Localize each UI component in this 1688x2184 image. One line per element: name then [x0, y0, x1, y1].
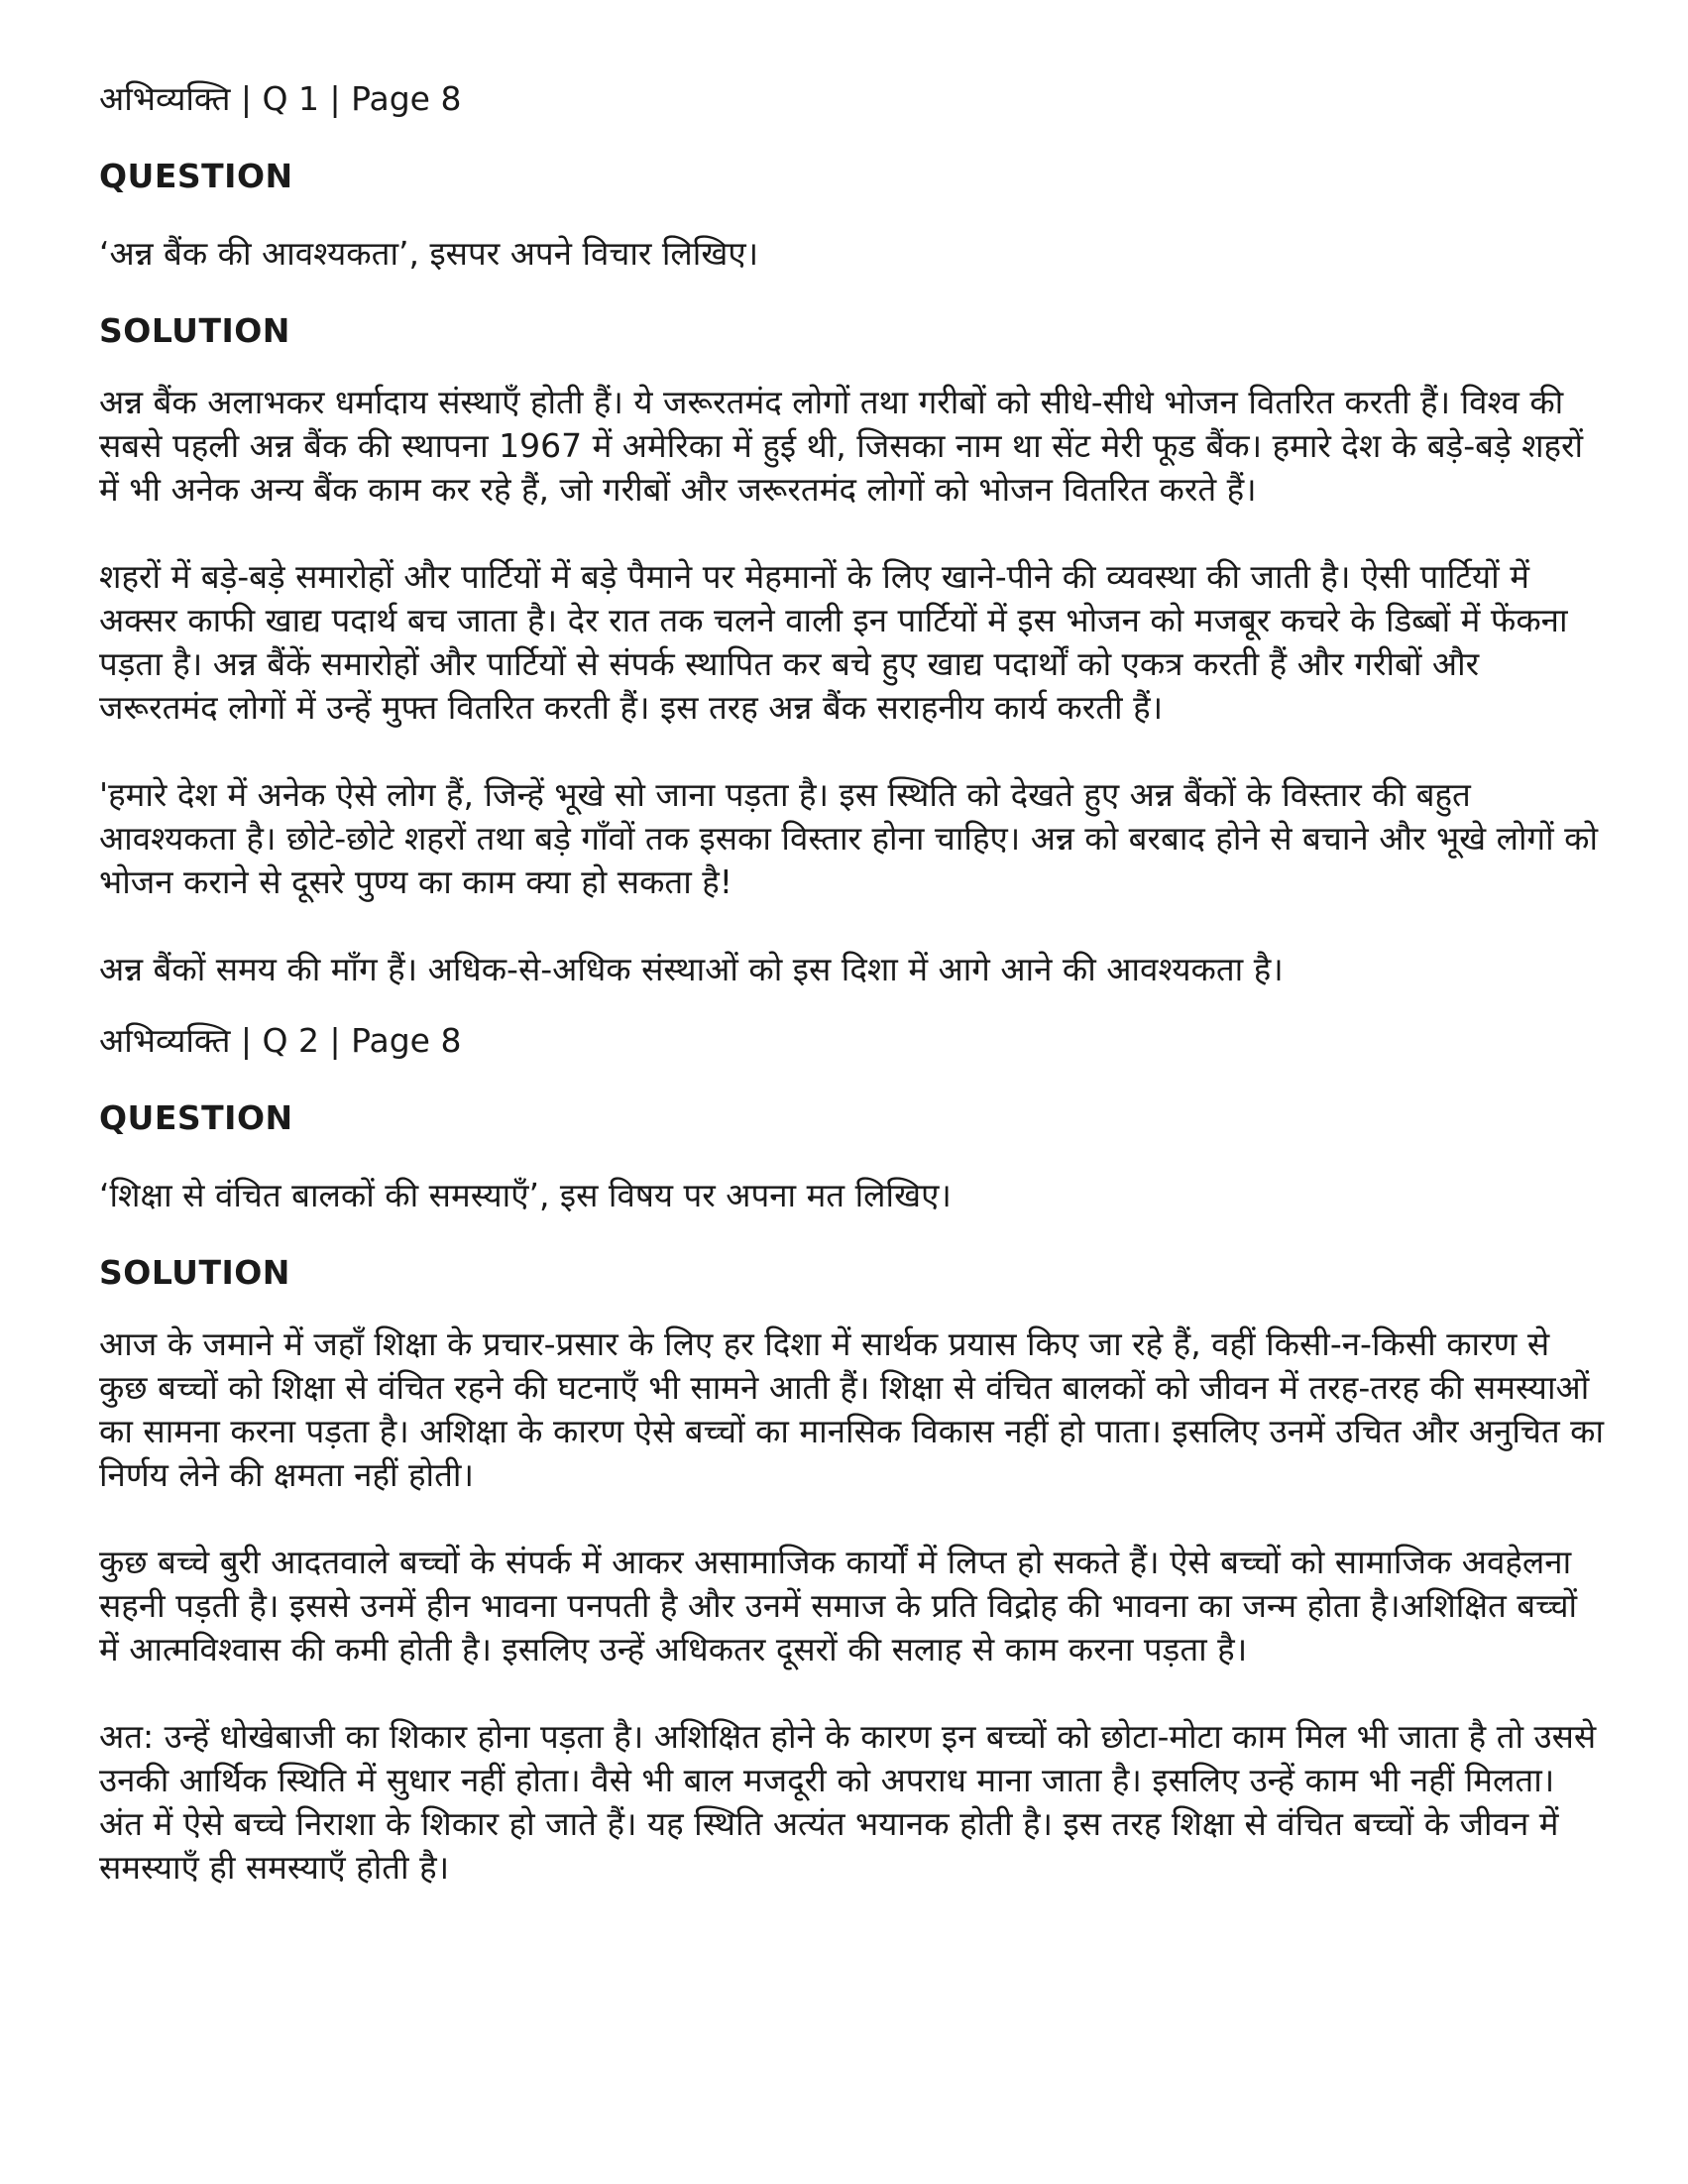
solution-paragraph: शहरों में बड़े-बड़े समारोहों और पार्टियों में बड़े पैमाने पर मेहमानों के लिए खाने-पीने की व्यवस्था की जाती है। ऐसी पार्टियों में अक्सर काफी खाद्य पदार्थ बच जाता है। देर रात तक चलने वाली इन पार्टियों में इस भोजन को मजबूर कचरे के डिब्बों में फेंकना पड़ता है। अन्न बैंकें समारोहों और पार्टियों से संपर्क स्थापित कर बचे हुए खाद्य पदार्थों को एकत्र करती हैं और गरीबों और जरूरतमंद लोगों में उन्हें मुफ्त वितरित करती हैं। इस तरह अन्न बैंक सराहनीय कार्य करती हैं।: [99, 557, 1568, 727]
question-reference: अभिव्यक्ति | Q 2 | Page 8: [99, 1021, 462, 1060]
question-text: ‘अन्न बैंक की आवश्यकता’, इसपर अपने विचार लिखिए।: [99, 234, 759, 273]
question-block-1: [99, 71, 1606, 991]
solution-paragraph: कुछ बच्चे बुरी आदतवाले बच्चों के संपर्क में आकर असामाजिक कार्यों में लिप्त हो सकते हैं। ऐसे बच्चों को सामाजिक अवहेलना सहनी पड़ती है। इससे उनमें हीन भावना पनपती है और उनमें समाज के प्रति विद्रोह की भावना का जन्म होता है।अशिक्षित बच्चों में आत्मविश्वास की कमी होती है। इसलिए उन्हें अधिकतर दूसरों की सलाह से काम करना पड़ता है।: [99, 1543, 1578, 1668]
solution-heading: SOLUTION: [99, 311, 290, 350]
solution-paragraph: अन्न बैंक अलाभकर धर्मादाय संस्थाएँ होती हैं। ये जरूरतमंद लोगों तथा गरीबों को सीधे-सीधे भोजन वितरित करती हैं। विश्व की सबसे पहली अन्न बैंक की स्थापना 1967 में अमेरिका में हुई थी, जिसका नाम था सेंट मेरी फूड बैंक। हमारे देश के बड़े-बड़े शहरों में भी अनेक अन्य बैंक काम कर रहे हैं, जो गरीबों और जरूरतमंद लोगों को भोजन वितरित करते हैं।: [99, 383, 1584, 509]
question-heading: QUESTION: [99, 157, 293, 195]
solution-paragraph: अन्न बैंकों समय की माँग हैं। अधिक-से-अधिक संस्थाओं को इस दिशा में आगे आने की आवश्यकता है।: [99, 950, 1284, 988]
solution-paragraph: आज के जमाने में जहाँ शिक्षा के प्रचार-प्रसार के लिए हर दिशा में सार्थक प्रयास किए जा रहे हैं, वहीं किसी-न-किसी कारण से कुछ बच्चों को शिक्षा से वंचित रहने की घटनाएँ भी सामने आती हैं। शिक्षा से वंचित बालकों को जीवन में तरह-तरह की समस्याओं का सामना करना पड़ता है। अशिक्षा के कारण ऐसे बच्चों का मानसिक विकास नहीं हो पाता। इसलिए उनमें उचित और अनुचित का निर्णय लेने की क्षमता नहीं होती।: [99, 1324, 1605, 1494]
solution-paragraph: 'हमारे देश में अनेक ऐसे लोग हैं, जिन्हें भूखे सो जाना पड़ता है। इस स्थिति को देखते हुए अन्न बैंकों के विस्तार की बहुत आवश्यकता है। छोटे-छोटे शहरों तथा बड़े गाँवों तक इसका विस्तार होना चाहिए। अन्न को बरबाद होने से बचाने और भूखे लोगों को भोजन कराने से दूसरे पुण्य का काम क्या हो सकता है!: [99, 775, 1599, 901]
question-block-2: [99, 1013, 1606, 1890]
question-text: ‘शिक्षा से वंचित बालकों की समस्याएँ’, इस विषय पर अपना मत लिखिए।: [99, 1176, 952, 1214]
solution-heading: SOLUTION: [99, 1253, 290, 1292]
question-heading: QUESTION: [99, 1098, 293, 1137]
solution-paragraph: अत: उन्हें धोखेबाजी का शिकार होना पड़ता है। अशिक्षित होने के कारण इन बच्चों को छोटा-मोटा काम मिल भी जाता है तो उससे उनकी आर्थिक स्थिति में सुधार नहीं होता। वैसे भी बाल मजदूरी को अपराध माना जाता है। इसलिए उन्हें काम भी नहीं मिलता। अंत में ऐसे बच्चे निराशा के शिकार हो जाते हैं। यह स्थिति अत्यंत भयानक होती है। इस तरह शिक्षा से वंचित बच्चों के जीवन में समस्याएँ ही समस्याएँ होती है।: [99, 1717, 1597, 1887]
document-page: [99, 71, 1606, 1911]
question-reference: अभिव्यक्ति | Q 1 | Page 8: [99, 79, 462, 118]
